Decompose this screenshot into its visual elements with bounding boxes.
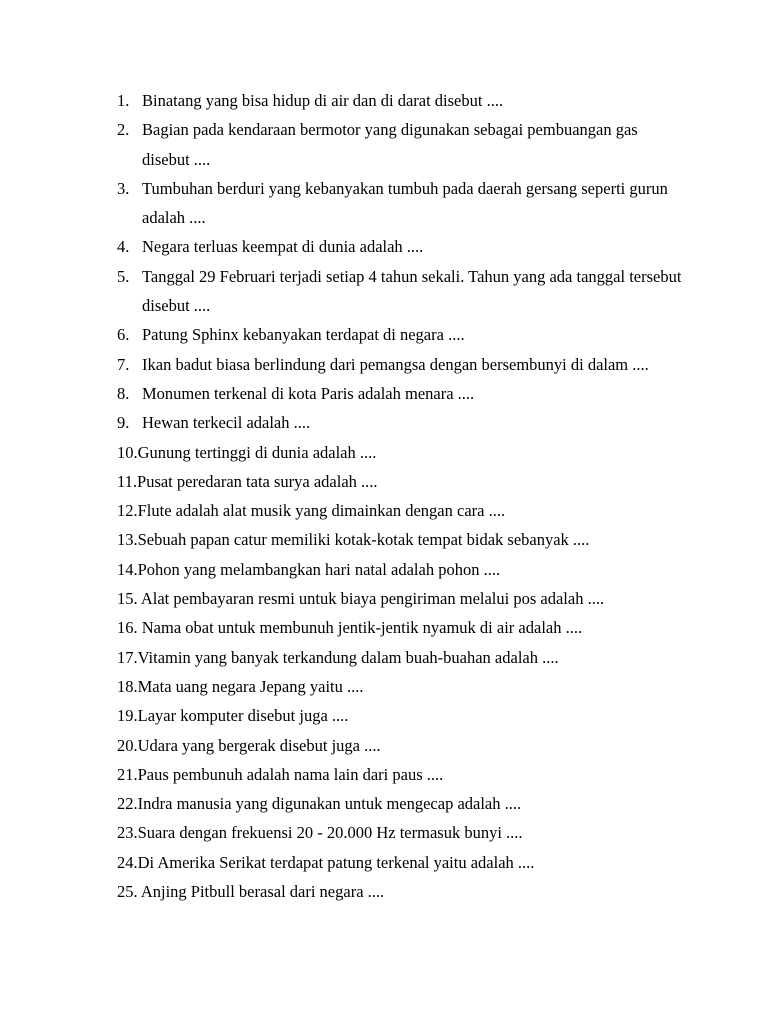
item-text: Monumen terkenal di kota Paris adalah menara ....: [142, 383, 475, 403]
item-number: 10.: [117, 442, 138, 462]
item-text: Ikan badut biasa berlindung dari pemangsa dengan bersembunyi di dalam ....: [142, 354, 649, 374]
item-text: Indra manusia yang digunakan untuk mengecap adalah ....: [137, 794, 522, 814]
question-list: [117, 86, 682, 906]
item-number: 9.: [117, 413, 130, 433]
item-text: Alat pembayaran resmi untuk biaya pengiriman melalui pos adalah ....: [137, 589, 605, 609]
item-number: 11.: [117, 471, 138, 491]
item-number: 15.: [117, 589, 138, 609]
list-item: [117, 848, 682, 877]
list-item: [117, 408, 682, 437]
list-item: [117, 438, 682, 467]
item-number: 25.: [117, 882, 138, 902]
list-item: [117, 232, 682, 261]
item-text: Suara dengan frekuensi 20 - 20.000 Hz termasuk bunyi ....: [137, 823, 523, 843]
item-text: Udara yang bergerak disebut juga ....: [137, 735, 381, 755]
item-text: Nama obat untuk membunuh jentik-jentik nyamuk di air adalah ....: [137, 618, 583, 638]
list-item: [117, 496, 682, 525]
list-item: [117, 877, 682, 906]
item-text: Patung Sphinx kebanyakan terdapat di negara ....: [142, 325, 465, 345]
item-number: 19.: [117, 706, 138, 726]
item-text: Paus pembunuh adalah nama lain dari paus ....: [137, 764, 444, 784]
item-number: 23.: [117, 823, 138, 843]
list-item: [117, 818, 682, 847]
item-number: 8.: [117, 383, 130, 403]
item-text: Binatang yang bisa hidup di air dan di darat disebut ....: [142, 91, 504, 110]
item-text: Tanggal 29 Februari terjadi setiap 4 tahun sekali. Tahun yang ada tanggal tersebut disebut ....: [142, 266, 682, 316]
item-text: Tumbuhan berduri yang kebanyakan tumbuh pada daerah gersang seperti gurun adalah ....: [142, 178, 668, 228]
item-number: 13.: [117, 530, 138, 550]
item-text: Pusat peredaran tata surya adalah ....: [137, 471, 378, 491]
list-item: [117, 115, 682, 174]
list-item: [117, 555, 682, 584]
list-item: [117, 174, 682, 233]
item-text: Pohon yang melambangkan hari natal adalah pohon ....: [137, 559, 501, 579]
item-number: 16.: [117, 618, 138, 638]
list-item: [117, 320, 682, 349]
item-number: 3.: [117, 178, 130, 198]
list-item: [117, 584, 682, 613]
list-item: [117, 789, 682, 818]
list-item: [117, 760, 682, 789]
item-text: Anjing Pitbull berasal dari negara ....: [137, 882, 385, 902]
list-item: [117, 379, 682, 408]
item-text: Di Amerika Serikat terdapat patung terkenal yaitu adalah ....: [137, 852, 535, 872]
item-text: Mata uang negara Jepang yaitu ....: [137, 676, 364, 696]
item-text: Sebuah papan catur memiliki kotak-kotak tempat bidak sebanyak ....: [137, 530, 590, 550]
list-item: [117, 731, 682, 760]
item-number: 14.: [117, 559, 138, 579]
list-item: [117, 86, 682, 115]
item-number: 22.: [117, 794, 138, 814]
list-item: [117, 613, 682, 642]
item-text: Flute adalah alat musik yang dimainkan dengan cara ....: [137, 501, 506, 521]
item-number: 4.: [117, 237, 130, 257]
list-item: [117, 643, 682, 672]
item-number: 18.: [117, 676, 138, 696]
list-item: [117, 262, 682, 321]
list-item: [117, 672, 682, 701]
item-text: Vitamin yang banyak terkandung dalam buah-buahan adalah ....: [137, 647, 559, 667]
item-number: 20.: [117, 735, 138, 755]
item-text: Gunung tertinggi di dunia adalah ....: [137, 442, 377, 462]
item-text: Negara terluas keempat di dunia adalah ....: [142, 237, 424, 257]
item-number: 12.: [117, 501, 138, 521]
item-number: 24.: [117, 852, 138, 872]
item-number: 2.: [117, 120, 130, 140]
item-number: 6.: [117, 325, 130, 345]
list-item: [117, 701, 682, 730]
item-number: 7.: [117, 354, 130, 374]
item-text: Bagian pada kendaraan bermotor yang digunakan sebagai pembuangan gas disebut ....: [142, 120, 638, 169]
item-text: Layar komputer disebut juga ....: [137, 706, 349, 726]
item-text: Hewan terkecil adalah ....: [142, 413, 311, 433]
item-number: 1.: [117, 91, 130, 110]
item-number: 21.: [117, 764, 138, 784]
list-item: [117, 350, 682, 379]
item-number: 5.: [117, 266, 130, 286]
list-item: [117, 467, 682, 496]
item-number: 17.: [117, 647, 138, 667]
list-item: [117, 525, 682, 554]
